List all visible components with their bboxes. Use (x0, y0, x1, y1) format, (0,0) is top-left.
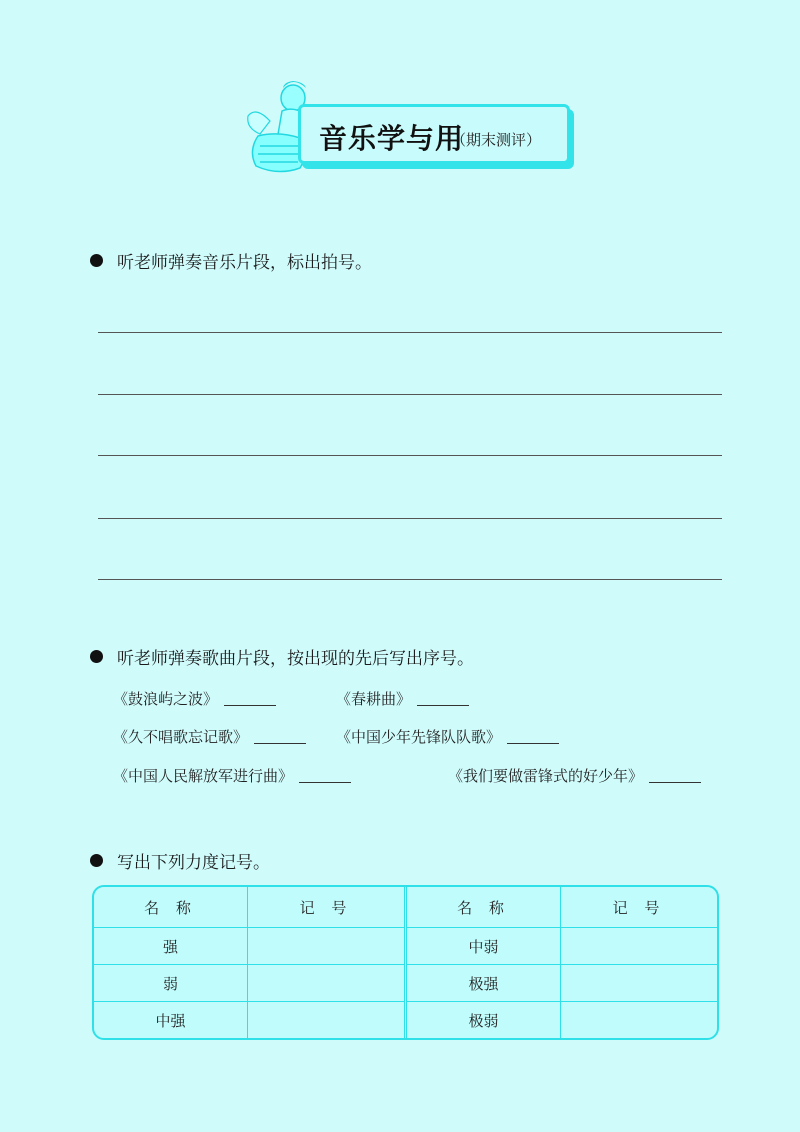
song-item (336, 726, 559, 747)
song-item (113, 765, 351, 786)
dynamic-name: 极强 (405, 965, 560, 1002)
table-row (94, 965, 717, 1002)
answer-blank[interactable] (649, 782, 701, 783)
table-header-row (94, 887, 717, 928)
title-banner (238, 76, 580, 176)
symbol-cell[interactable] (561, 928, 718, 965)
answer-blank[interactable] (417, 705, 469, 706)
song-title: 《春耕曲》 (336, 690, 412, 708)
bullet-icon (90, 650, 103, 663)
dynamic-name: 强 (94, 928, 248, 965)
answer-line[interactable] (98, 332, 722, 333)
song-item (113, 726, 306, 747)
answer-line[interactable] (98, 518, 722, 519)
answer-blank[interactable] (224, 705, 276, 706)
section-2-text: 听老师弹奏歌曲片段，按出现的先后写出序号。 (117, 649, 474, 669)
section-3-heading (90, 848, 270, 873)
answer-line[interactable] (98, 394, 722, 395)
header-symbol: 记 号 (561, 887, 718, 928)
song-title: 《鼓浪屿之波》 (113, 690, 219, 708)
header-symbol: 记 号 (248, 887, 406, 928)
song-title: 《中国少年先锋队队歌》 (336, 728, 502, 746)
table-row (94, 928, 717, 965)
dynamic-name: 极弱 (405, 1002, 560, 1038)
song-title: 《中国人民解放军进行曲》 (113, 767, 294, 785)
section-3-text: 写出下列力度记号。 (117, 853, 270, 873)
symbol-cell[interactable] (248, 1002, 406, 1038)
header-name: 名 称 (94, 887, 248, 928)
dynamic-name: 中弱 (405, 928, 560, 965)
song-item (113, 688, 276, 709)
answer-line[interactable] (98, 455, 722, 456)
song-item (448, 765, 701, 786)
song-title: 《久不唱歌忘记歌》 (113, 728, 249, 746)
song-item (336, 688, 469, 709)
dynamics-table (92, 885, 719, 1040)
header-name: 名 称 (405, 887, 560, 928)
section-1-heading (90, 248, 372, 273)
page-subtitle: （期末测评） (451, 131, 542, 149)
symbol-cell[interactable] (561, 1002, 718, 1038)
symbol-cell[interactable] (561, 965, 718, 1002)
section-2-heading (90, 644, 474, 669)
answer-line[interactable] (98, 579, 722, 580)
song-title: 《我们要做雷锋式的好少年》 (448, 767, 644, 785)
dynamic-name: 中强 (94, 1002, 248, 1038)
answer-blank[interactable] (507, 743, 559, 744)
section-1-text: 听老师弹奏音乐片段，标出拍号。 (117, 253, 372, 273)
bullet-icon (90, 254, 103, 267)
dynamic-name: 弱 (94, 965, 248, 1002)
page-title: 音乐学与用 (319, 122, 465, 155)
table-row (94, 1002, 717, 1038)
bullet-icon (90, 854, 103, 867)
title-box (298, 104, 570, 164)
symbol-cell[interactable] (248, 965, 406, 1002)
answer-blank[interactable] (254, 743, 306, 744)
answer-blank[interactable] (299, 782, 351, 783)
symbol-cell[interactable] (248, 928, 406, 965)
